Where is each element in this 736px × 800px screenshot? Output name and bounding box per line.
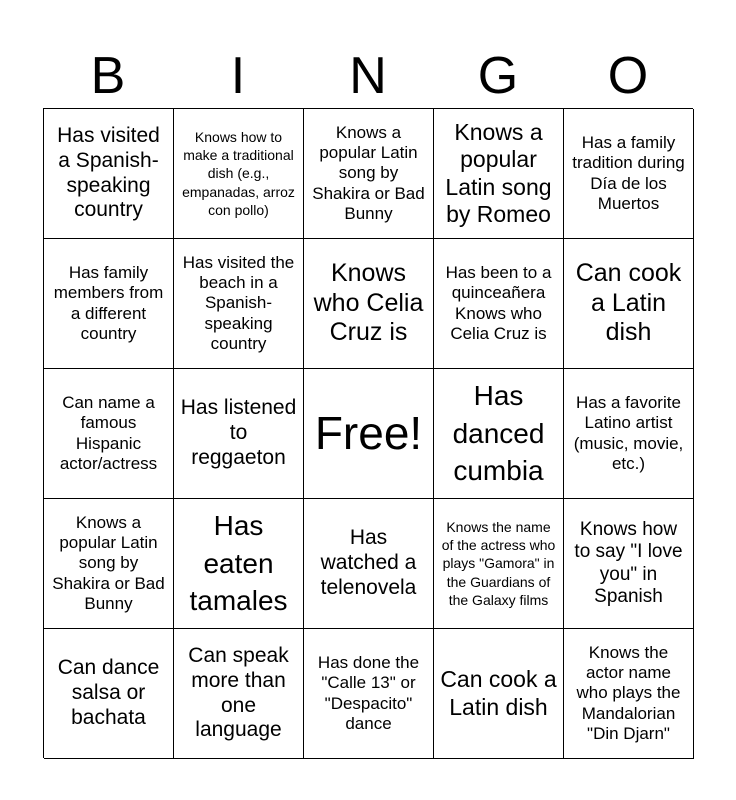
bingo-cell[interactable]: Has eaten tamales (174, 499, 304, 629)
bingo-cell[interactable]: Knows how to say "I love you" in Spanish (564, 499, 694, 629)
title-letter-g: G (477, 47, 519, 105)
bingo-cell[interactable]: Has a family tradition during Día de los Muertos (564, 109, 694, 239)
bingo-cell[interactable]: Has visited the beach in a Spanish-speaking country (174, 239, 304, 369)
bingo-board (43, 108, 693, 758)
title-letter-i: I (230, 47, 246, 105)
bingo-cell[interactable]: Has a favorite Latino artist (music, movie, etc.) (564, 369, 694, 499)
bingo-cell[interactable]: Can speak more than one language (174, 629, 304, 759)
free-space[interactable]: Free! (304, 369, 434, 499)
bingo-cell[interactable]: Has visited a Spanish-speaking country (44, 109, 174, 239)
bingo-cell[interactable]: Knows a popular Latin song by Romeo (434, 109, 564, 239)
bingo-cell[interactable]: Has done the "Calle 13" or "Despacito" dance (304, 629, 434, 759)
bingo-cell[interactable]: Knows the name of the actress who plays "Gamora" in the Guardians of the Galaxy films (434, 499, 564, 629)
bingo-cell[interactable]: Has listened to reggaeton (174, 369, 304, 499)
bingo-cell[interactable]: Can cook a Latin dish (434, 629, 564, 759)
bingo-title (43, 44, 693, 108)
bingo-cell[interactable]: Can dance salsa or bachata (44, 629, 174, 759)
title-letter-o: O (607, 47, 649, 105)
bingo-cell[interactable]: Can cook a Latin dish (564, 239, 694, 369)
bingo-cell[interactable]: Has watched a telenovela (304, 499, 434, 629)
bingo-cell[interactable]: Knows the actor name who plays the Mandalorian "Din Djarn" (564, 629, 694, 759)
bingo-cell[interactable]: Has been to a quinceañera Knows who Celia Cruz is (434, 239, 564, 369)
bingo-cell[interactable]: Knows a popular Latin song by Shakira or Bad Bunny (44, 499, 174, 629)
bingo-cell[interactable]: Has family members from a different country (44, 239, 174, 369)
bingo-cell[interactable]: Knows a popular Latin song by Shakira or Bad Bunny (304, 109, 434, 239)
bingo-cell[interactable]: Can name a famous Hispanic actor/actress (44, 369, 174, 499)
bingo-cell[interactable]: Has danced cumbia (434, 369, 564, 499)
title-letter-b: B (90, 47, 126, 105)
bingo-cell[interactable]: Knows how to make a traditional dish (e.g., empanadas, arroz con pollo) (174, 109, 304, 239)
title-letter-n: N (349, 47, 387, 105)
bingo-cell[interactable]: Knows who Celia Cruz is (304, 239, 434, 369)
